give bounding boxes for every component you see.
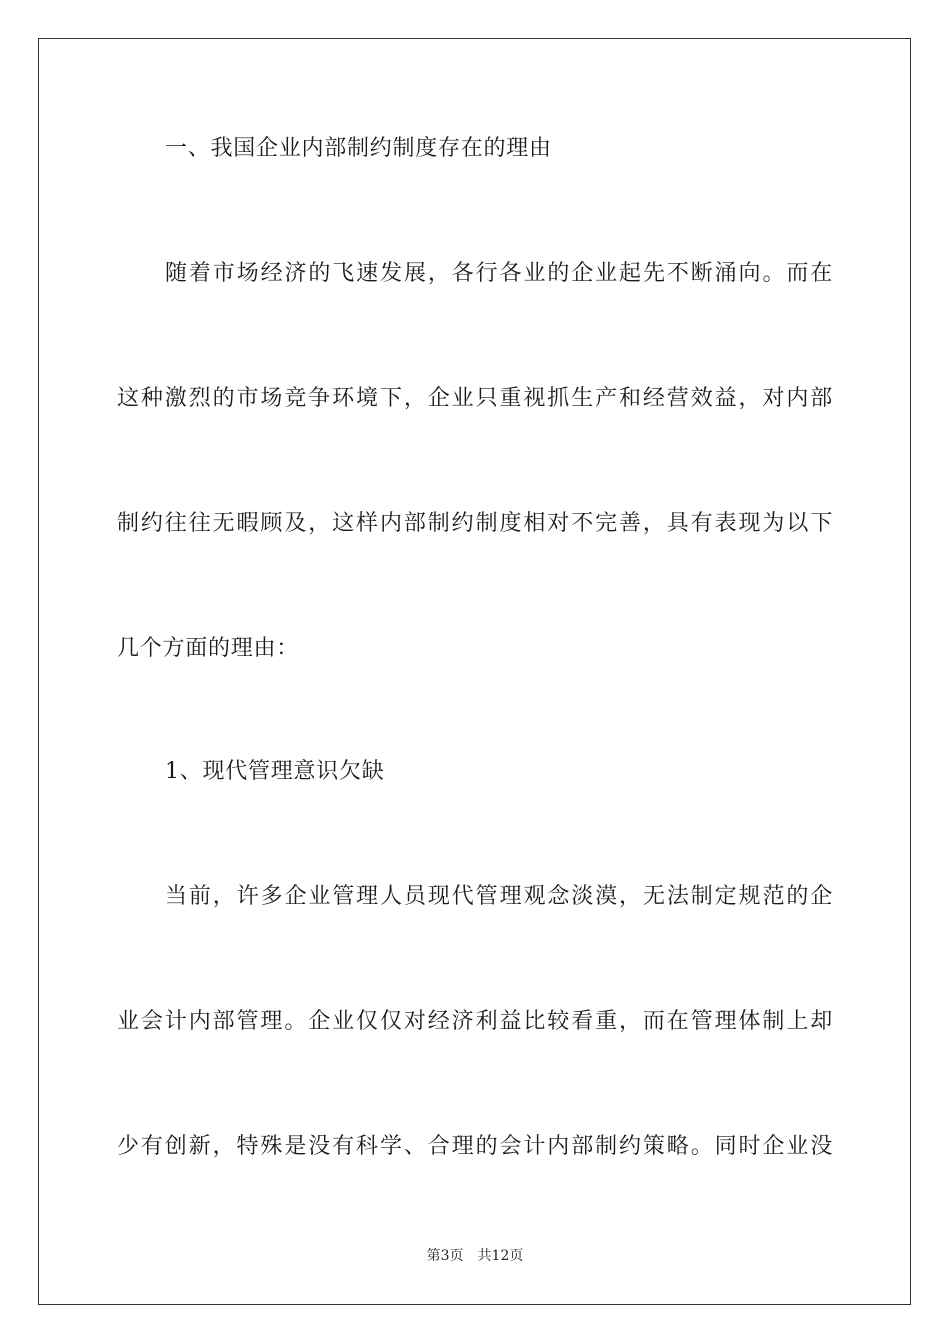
paragraph-line: 少有创新，特殊是没有科学、合理的会计内部制约策略。同时企业没 <box>117 1134 833 1159</box>
page-border <box>38 38 911 1305</box>
paragraph-line: 随着市场经济的飞速发展，各行各业的企业起先不断涌向。而在 <box>165 261 833 286</box>
paragraph-line: 当前，许多企业管理人员现代管理观念淡漠，无法制定规范的企 <box>165 884 833 909</box>
page-number-footer: 第3页 共12页 <box>426 1248 524 1264</box>
paragraph-line: 几个方面的理由： <box>117 636 300 661</box>
subsection-heading: 1、现代管理意识欠缺 <box>165 759 385 784</box>
paragraph-line: 业会计内部管理。企业仅仅对经济利益比较看重，而在管理体制上却 <box>117 1009 833 1034</box>
paragraph-line: 制约往往无暇顾及，这样内部制约制度相对不完善，具有表现为以下 <box>117 511 833 536</box>
section-heading: 一、我国企业内部制约制度存在的理由 <box>165 136 552 161</box>
paragraph-line: 这种激烈的市场竞争环境下，企业只重视抓生产和经营效益，对内部 <box>117 386 833 411</box>
